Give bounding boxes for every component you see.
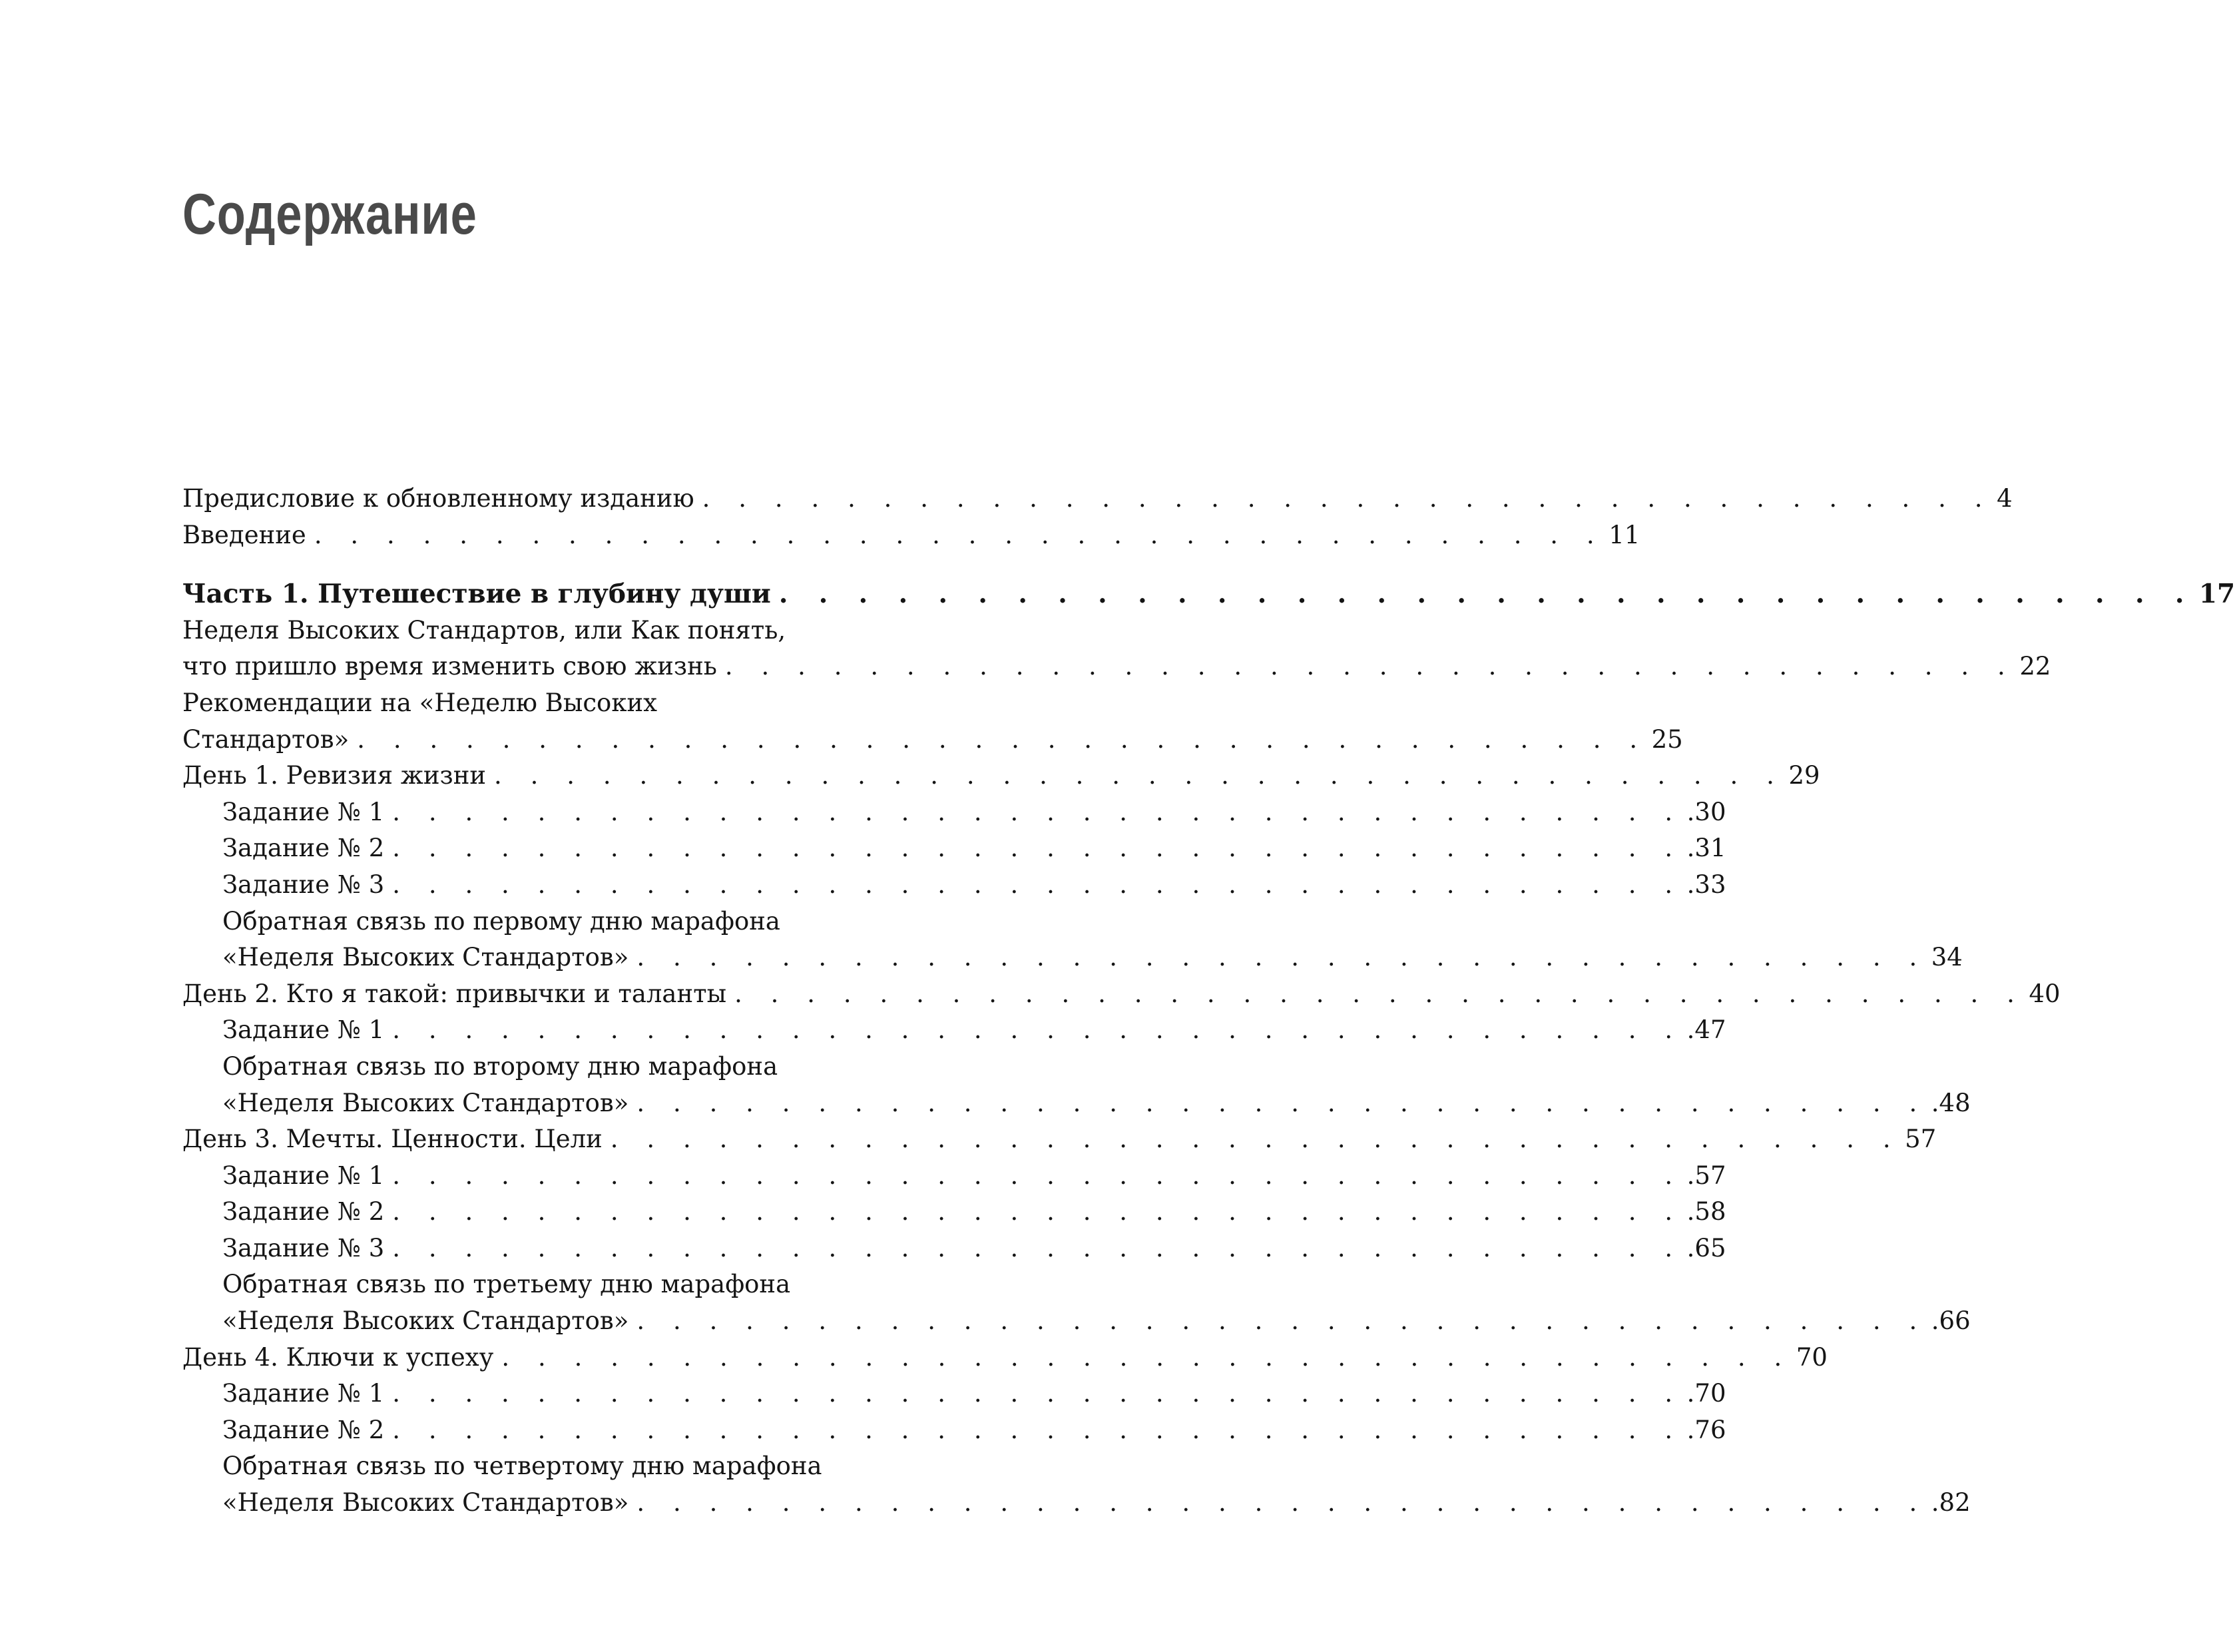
toc-entry-title: Обратная связь по четвертому дню марафона: [222, 1452, 822, 1481]
dot-leader: . . . . . . . . . . . . . . . . . . . . . . . . . . . . . . . . . . . .: [494, 761, 1785, 790]
dot-leader: . . . . . . . . . . . . . . . . . . . . . . . . . . . . . . . . . . . .: [778, 579, 2195, 610]
dot-leader: . . . . . . . . . . . . . . . . . . . . . . . . . . . . . . . . . . . .: [392, 1379, 1683, 1408]
toc-entry-day-1-task-3[interactable]: [182, 867, 1726, 904]
toc-entry-page: 57: [1905, 1125, 1937, 1154]
dot-leader: . . . . . . . . . . . . . . . . . . . . . . . . . . . . . . . . . . . .: [702, 484, 1993, 513]
toc-entry-week-line-2[interactable]: [182, 649, 2051, 685]
toc-entry-title: День 3. Мечты. Ценности. Цели: [182, 1125, 603, 1154]
toc-entry-page: .57: [1686, 1161, 1726, 1190]
toc-entry-title: Обратная связь по второму дню марафона: [222, 1051, 778, 1081]
dot-leader: . . . . . . . . . . . . . . . . . . . . . . . . . . . . . . . . . . . .: [734, 979, 2025, 1008]
toc-entry-page: .33: [1686, 870, 1726, 899]
toc-entry-part-1[interactable]: [182, 576, 2235, 613]
toc-entry-day-4-task-1[interactable]: [182, 1376, 1726, 1412]
toc-entry-page: 17: [2198, 579, 2235, 610]
toc-entry-day-3[interactable]: [182, 1121, 1937, 1158]
toc-entry-page: .82: [1931, 1488, 1971, 1517]
toc-entry-title: Часть 1. Путешествие в глубину души: [182, 579, 771, 610]
dot-leader: . . . . . . . . . . . . . . . . . . . . . . . . . . . . . . . . . . . .: [724, 652, 2016, 681]
table-of-contents: [182, 481, 2235, 1521]
toc-entry-day-2-feedback-line-2[interactable]: [182, 1085, 1971, 1122]
toc-entry-title: День 2. Кто я такой: привычки и таланты: [182, 979, 727, 1008]
toc-entry-title: Задание № 1: [222, 1015, 385, 1045]
toc-entry-day-1-task-1[interactable]: [182, 794, 1726, 831]
dot-leader: . . . . . . . . . . . . . . . . . . . . . . . . . . . . . . . . . . . .: [314, 520, 1605, 549]
toc-entry-title: «Неделя Высоких Стандартов»: [222, 1488, 629, 1517]
toc-entry-title: Введение: [182, 520, 306, 549]
toc-entry-introduction[interactable]: [182, 517, 1640, 554]
toc-entry-week-line-1[interactable]: [182, 613, 891, 649]
dot-leader: . . . . . . . . . . . . . . . . . . . . . . . . . . . . . . . . . . . .: [501, 1342, 1792, 1372]
toc-entry-title: Обратная связь по первому дню марафона: [222, 906, 780, 936]
toc-entry-preface[interactable]: [182, 481, 2013, 517]
dot-leader: . . . . . . . . . . . . . . . . . . . . . . . . . . . . . . . . . . . .: [392, 870, 1683, 899]
toc-entry-day-1-task-2[interactable]: [182, 830, 1726, 867]
toc-entry-title: Задание № 1: [222, 797, 385, 826]
toc-entry-day-4-feedback-line-2[interactable]: [182, 1485, 1971, 1521]
toc-entry-page: 22: [2019, 652, 2051, 681]
toc-entry-title: Обратная связь по третьему дню марафона: [222, 1270, 791, 1299]
toc-entry-page: .58: [1686, 1197, 1726, 1227]
toc-entry-title: Задание № 1: [222, 1161, 385, 1190]
toc-entry-page: .30: [1686, 797, 1726, 826]
toc-entry-title: День 1. Ревизия жизни: [182, 761, 487, 790]
toc-entry-title: что пришло время изменить свою жизнь: [182, 652, 717, 681]
dot-leader: . . . . . . . . . . . . . . . . . . . . . . . . . . . . . . . . . . . .: [636, 1488, 1927, 1517]
toc-entry-title: Задание № 1: [222, 1379, 385, 1408]
toc-entry-title: Задание № 3: [222, 1233, 385, 1262]
dot-leader: . . . . . . . . . . . . . . . . . . . . . . . . . . . . . . . . . . . .: [392, 1015, 1683, 1045]
toc-entry-day-1-feedback-line-2[interactable]: [182, 940, 1963, 976]
toc-entry-page: .47: [1686, 1015, 1726, 1045]
dot-leader: . . . . . . . . . . . . . . . . . . . . . . . . . . . . . . . . . . . .: [357, 724, 1648, 754]
toc-entry-day-4-feedback-line-1[interactable]: [182, 1448, 891, 1485]
dot-leader: . . . . . . . . . . . . . . . . . . . . . . . . . . . . . . . . . . . .: [636, 1088, 1927, 1117]
toc-entry-day-4[interactable]: [182, 1340, 1828, 1376]
toc-entry-page: .48: [1931, 1088, 1971, 1117]
toc-entry-page: 70: [1796, 1342, 1828, 1372]
dot-leader: . . . . . . . . . . . . . . . . . . . . . . . . . . . . . . . . . . . .: [392, 1233, 1683, 1262]
toc-entry-page: 29: [1788, 761, 1820, 790]
toc-entry-recommendations-line-2[interactable]: [182, 722, 1683, 758]
dot-leader: . . . . . . . . . . . . . . . . . . . . . . . . . . . . . . . . . . . .: [610, 1125, 1901, 1154]
toc-entry-day-3-task-1[interactable]: [182, 1158, 1726, 1195]
toc-entry-title: День 4. Ключи к успеху: [182, 1342, 494, 1372]
toc-entry-day-2[interactable]: [182, 976, 2061, 1013]
toc-entry-title: Стандартов»: [182, 724, 350, 754]
dot-leader: . . . . . . . . . . . . . . . . . . . . . . . . . . . . . . . . . . . .: [392, 1197, 1683, 1227]
dot-leader: . . . . . . . . . . . . . . . . . . . . . . . . . . . . . . . . . . . .: [392, 797, 1683, 826]
toc-entry-title: Задание № 2: [222, 1415, 385, 1444]
toc-entry-title: Рекомендации на «Неделю Высоких: [182, 688, 657, 717]
page-title: Содержание: [182, 182, 477, 246]
toc-entry-page: 40: [2029, 979, 2061, 1008]
toc-entry-day-3-feedback-line-1[interactable]: [182, 1266, 891, 1303]
toc-entry-day-1[interactable]: [182, 758, 1820, 794]
toc-entry-day-3-task-3[interactable]: [182, 1231, 1726, 1267]
toc-entry-page: .65: [1686, 1233, 1726, 1262]
dot-leader: . . . . . . . . . . . . . . . . . . . . . . . . . . . . . . . . . . . .: [636, 1306, 1927, 1336]
toc-entry-day-4-task-2[interactable]: [182, 1412, 1726, 1449]
dot-leader: . . . . . . . . . . . . . . . . . . . . . . . . . . . . . . . . . . . .: [392, 834, 1683, 863]
toc-entry-title: Задание № 3: [222, 870, 385, 899]
dot-leader: . . . . . . . . . . . . . . . . . . . . . . . . . . . . . . . . . . . .: [392, 1415, 1683, 1444]
toc-entry-title: Задание № 2: [222, 834, 385, 863]
toc-entry-day-2-task-1[interactable]: [182, 1012, 1726, 1049]
toc-entry-title: «Неделя Высоких Стандартов»: [222, 1088, 629, 1117]
toc-entry-title: Неделя Высоких Стандартов, или Как понять,: [182, 615, 786, 645]
toc-entry-day-2-feedback-line-1[interactable]: [182, 1049, 891, 1085]
dot-leader: . . . . . . . . . . . . . . . . . . . . . . . . . . . . . . . . . . . .: [636, 943, 1927, 972]
toc-entry-title: Предисловие к обновленному изданию: [182, 484, 694, 513]
toc-entry-page: .66: [1931, 1306, 1971, 1336]
toc-entry-page: 11: [1609, 520, 1640, 549]
toc-entry-day-1-feedback-line-1[interactable]: [182, 904, 891, 940]
toc-entry-recommendations-line-1[interactable]: [182, 685, 891, 722]
toc-entry-day-3-task-2[interactable]: [182, 1194, 1726, 1231]
toc-entry-page: .76: [1686, 1415, 1726, 1444]
toc-entry-day-3-feedback-line-2[interactable]: [182, 1303, 1971, 1340]
toc-entry-title: «Неделя Высоких Стандартов»: [222, 943, 629, 972]
toc-entry-page: .31: [1686, 834, 1726, 863]
toc-entry-page: .70: [1686, 1379, 1726, 1408]
toc-entry-page: 25: [1651, 724, 1683, 754]
toc-entry-title: Задание № 2: [222, 1197, 385, 1227]
toc-entry-page: 34: [1931, 943, 1963, 972]
dot-leader: . . . . . . . . . . . . . . . . . . . . . . . . . . . . . . . . . . . .: [392, 1161, 1683, 1190]
toc-entry-page: 4: [1997, 484, 2013, 513]
toc-entry-title: «Неделя Высоких Стандартов»: [222, 1306, 629, 1336]
